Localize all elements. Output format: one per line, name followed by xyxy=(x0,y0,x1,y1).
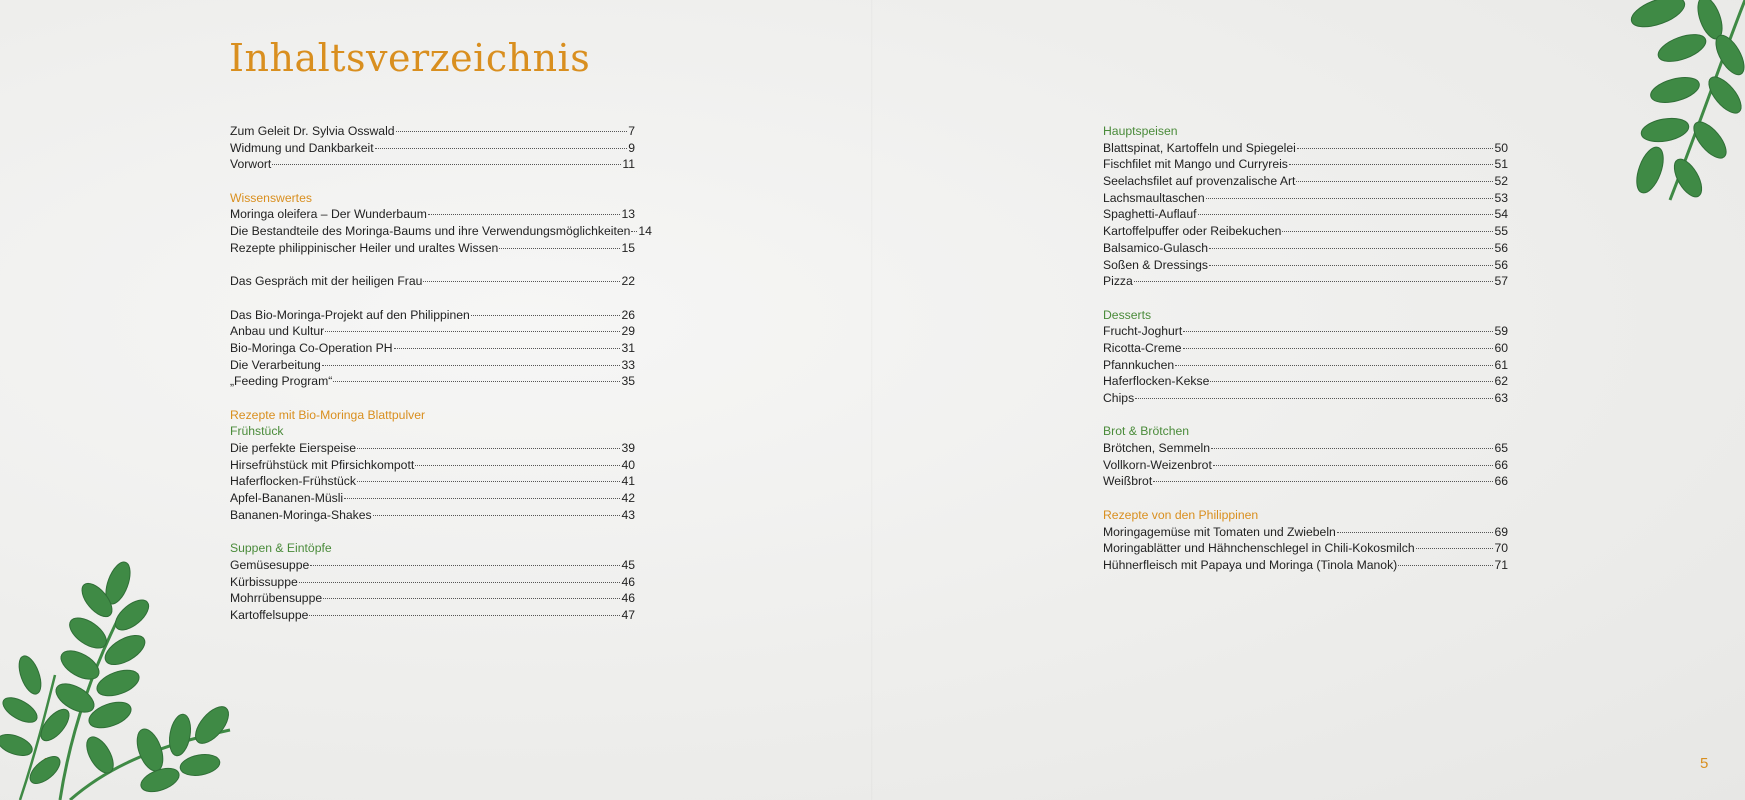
toc-section xyxy=(1103,507,1508,574)
dot-leader xyxy=(415,465,620,466)
toc-entry-title: Hühnerfleisch mit Papaya und Moringa (Tinola Manok) xyxy=(1103,557,1398,572)
toc-entry-title: Balsamico-Gulasch xyxy=(1103,240,1208,255)
toc-entry-title: Frucht-Joghurt xyxy=(1103,324,1183,339)
subsection-heading: Hauptspeisen xyxy=(1103,124,1178,138)
toc-section xyxy=(1103,423,1508,490)
dot-leader xyxy=(1210,381,1493,382)
toc-entry-title: Apfel-Bananen-Müsli xyxy=(230,491,344,506)
toc-entry-title: Pizza xyxy=(1103,274,1133,289)
toc-entry-title: Mohrrübensuppe xyxy=(230,591,323,606)
toc-entry-title: Kartoffelsuppe xyxy=(230,607,309,622)
toc-entry-title: Das Bio-Moringa-Projekt auf den Philippinen xyxy=(230,307,470,322)
toc-entry[interactable] xyxy=(230,490,635,507)
toc-entry[interactable] xyxy=(1103,273,1508,290)
toc-entry-page: 61 xyxy=(1494,357,1508,372)
toc-entry-title: Fischfilet mit Mango und Curryreis xyxy=(1103,157,1288,172)
toc-entry-page: 46 xyxy=(621,591,635,606)
dot-leader xyxy=(333,381,620,382)
toc-entry-page: 70 xyxy=(1494,541,1508,556)
toc-section xyxy=(230,307,635,390)
toc-column-right xyxy=(1103,123,1508,574)
toc-entry-title: Moringa oleifera – Der Wunderbaum xyxy=(230,207,427,222)
toc-entry[interactable] xyxy=(230,140,635,157)
section-heading: Rezepte mit Bio-Moringa Blattpulver xyxy=(230,407,426,422)
toc-entry-page: 31 xyxy=(621,340,635,355)
toc-entry-page: 33 xyxy=(621,357,635,372)
toc-entry[interactable] xyxy=(1103,440,1508,457)
toc-entry-page: 50 xyxy=(1494,140,1508,155)
page-number-right: 5 xyxy=(1700,755,1709,772)
subsection-heading: Desserts xyxy=(1103,307,1152,322)
toc-entry[interactable] xyxy=(230,590,635,607)
dot-leader xyxy=(344,498,620,499)
toc-entry[interactable] xyxy=(1103,223,1508,240)
toc-entry-page: 45 xyxy=(621,557,635,572)
toc-entry[interactable] xyxy=(1103,340,1508,357)
toc-entry-title: Die Verarbeitung xyxy=(230,357,321,372)
toc-entry-page: 13 xyxy=(621,207,635,222)
dot-leader xyxy=(394,348,621,349)
dot-leader xyxy=(1289,164,1494,165)
toc-entry-title: „Feeding Program“ xyxy=(230,374,333,389)
toc-entry-title: Bananen-Moringa-Shakes xyxy=(230,507,372,522)
toc-entry-title: Gemüsesuppe xyxy=(230,557,310,572)
dot-leader xyxy=(1211,448,1493,449)
dot-leader xyxy=(1183,331,1493,332)
toc-entry[interactable] xyxy=(1103,540,1508,557)
toc-entry-title: Haferflocken-Frühstück xyxy=(230,474,356,489)
subsection-heading: Frühstück xyxy=(230,424,284,439)
dot-leader xyxy=(375,148,628,149)
toc-entry[interactable] xyxy=(230,123,635,140)
toc-section xyxy=(230,190,652,257)
toc-entry-title: Rezepte philippinischer Heiler und uraltes Wissen xyxy=(230,240,499,255)
dot-leader xyxy=(357,448,620,449)
toc-entry[interactable] xyxy=(1103,156,1508,173)
toc-section xyxy=(1103,123,1508,290)
toc-entry-page: 11 xyxy=(622,157,635,172)
toc-entry-page: 63 xyxy=(1494,391,1508,405)
dot-leader xyxy=(310,565,620,566)
toc-entry[interactable] xyxy=(1103,323,1508,340)
toc-entry-page: 9 xyxy=(628,140,635,155)
toc-entry-title: Spaghetti-Auflauf xyxy=(1103,207,1197,222)
page-title: Inhaltsverzeichnis xyxy=(229,36,591,80)
toc-entry[interactable] xyxy=(230,574,635,591)
toc-entry-page: 41 xyxy=(621,474,635,489)
dot-leader xyxy=(1282,231,1493,232)
toc-entry-page: 66 xyxy=(1494,474,1508,489)
toc-section xyxy=(1103,307,1508,407)
toc-entry[interactable] xyxy=(1103,524,1508,541)
toc-entry-page: 66 xyxy=(1494,457,1508,472)
dot-leader xyxy=(423,281,620,282)
toc-entry-title: Haferflocken-Kekse xyxy=(1103,374,1210,389)
toc-entry[interactable] xyxy=(1103,457,1508,474)
toc-entry-page: 14 xyxy=(638,224,652,239)
moringa-leaves-top-right-icon xyxy=(1610,0,1745,210)
dot-leader xyxy=(1183,348,1494,349)
toc-entry[interactable] xyxy=(1103,473,1508,490)
toc-entry[interactable] xyxy=(1103,190,1508,207)
toc-entry-title: Widmung und Dankbarkeit xyxy=(230,140,374,155)
toc-entry[interactable] xyxy=(230,357,635,374)
toc-entry[interactable] xyxy=(230,340,635,357)
toc-entry-page: 42 xyxy=(621,491,635,506)
toc-section xyxy=(230,123,635,173)
toc-entry-title: Die perfekte Eierspeise xyxy=(230,441,356,456)
dot-leader xyxy=(272,164,621,165)
toc-entry-page: 56 xyxy=(1494,257,1508,272)
toc-entry-title: Moringablätter und Hähnchenschlegel in Chili-Kokosmilch xyxy=(1103,541,1415,556)
toc-entry-page: 53 xyxy=(1494,190,1508,205)
toc-entry-page: 51 xyxy=(1494,157,1508,172)
toc-entry[interactable] xyxy=(1103,140,1508,157)
section-heading: Rezepte von den Philippinen xyxy=(1103,507,1259,522)
toc-entry-page: 7 xyxy=(628,124,635,138)
dot-leader xyxy=(1134,281,1494,282)
toc-entry-title: Weißbrot xyxy=(1103,474,1153,489)
subsection-heading: Brot & Brötchen xyxy=(1103,424,1190,439)
toc-entry-title: Chips xyxy=(1103,391,1135,405)
toc-section xyxy=(230,540,635,623)
dot-leader xyxy=(631,231,637,232)
toc-entry[interactable] xyxy=(230,457,635,474)
dot-leader xyxy=(373,515,621,516)
toc-entry-page: 55 xyxy=(1494,224,1508,239)
dot-leader xyxy=(1337,532,1494,533)
dot-leader xyxy=(309,615,620,616)
toc-entry[interactable] xyxy=(1103,173,1508,190)
dot-leader xyxy=(471,315,621,316)
dot-leader xyxy=(1206,198,1494,199)
toc-entry-page: 56 xyxy=(1494,240,1508,255)
dot-leader xyxy=(1296,181,1493,182)
dot-leader xyxy=(1153,481,1493,482)
toc-entry-page: 71 xyxy=(1494,557,1508,572)
toc-entry-page: 39 xyxy=(621,441,635,456)
toc-entry-title: Moringagemüse mit Tomaten und Zwiebeln xyxy=(1103,524,1336,539)
toc-entry-page: 52 xyxy=(1494,174,1508,189)
toc-entry-title: Kürbissuppe xyxy=(230,574,298,589)
dot-leader xyxy=(323,598,620,599)
toc-entry[interactable] xyxy=(230,156,635,173)
toc-section xyxy=(230,273,635,290)
dot-leader xyxy=(1416,548,1494,549)
toc-entry-page: 65 xyxy=(1494,441,1508,456)
toc-entry-title: Seelachsfilet auf provenzalische Art xyxy=(1103,174,1296,189)
toc-entry[interactable] xyxy=(230,323,635,340)
page-gutter xyxy=(871,0,873,800)
toc-entry-title: Blattspinat, Kartoffeln und Spiegelei xyxy=(1103,140,1296,155)
dot-leader xyxy=(325,331,620,332)
toc-entry-page: 26 xyxy=(621,307,635,322)
toc-entry-title: Ricotta-Creme xyxy=(1103,340,1182,355)
toc-entry-title: Kartoffelpuffer oder Reibekuchen xyxy=(1103,224,1282,239)
toc-entry-page: 59 xyxy=(1494,324,1508,339)
toc-entry-page: 62 xyxy=(1494,374,1508,389)
toc-entry-title: Lachsmaultaschen xyxy=(1103,190,1205,205)
toc-entry[interactable] xyxy=(230,273,635,290)
dot-leader xyxy=(1135,398,1493,399)
toc-entry-page: 57 xyxy=(1494,274,1508,289)
dot-leader xyxy=(396,131,628,132)
toc-entry-page: 46 xyxy=(621,574,635,589)
toc-entry[interactable] xyxy=(230,206,635,223)
section-heading: Wissenswertes xyxy=(230,190,312,205)
dot-leader xyxy=(428,214,621,215)
toc-entry-title: Das Gespräch mit der heiligen Frau xyxy=(230,274,423,289)
toc-entry-title: Soßen & Dressings xyxy=(1103,257,1208,272)
toc-entry[interactable] xyxy=(1103,557,1508,574)
toc-entry[interactable] xyxy=(230,307,635,324)
toc-entry-title: Brötchen, Semmeln xyxy=(1103,441,1211,456)
toc-entry-title: Bio-Moringa Co-Operation PH xyxy=(230,340,393,355)
dot-leader xyxy=(1209,265,1493,266)
toc-section xyxy=(230,407,635,524)
toc-entry-page: 47 xyxy=(621,607,635,622)
toc-column-left xyxy=(230,123,652,624)
dot-leader xyxy=(499,248,620,249)
dot-leader xyxy=(1213,465,1494,466)
toc-entry[interactable] xyxy=(230,240,635,257)
toc-entry-page: 15 xyxy=(621,240,635,255)
toc-entry-page: 22 xyxy=(621,274,635,289)
subsection-heading: Suppen & Eintöpfe xyxy=(230,541,332,556)
dot-leader xyxy=(299,582,621,583)
toc-entry[interactable] xyxy=(1103,373,1508,390)
dot-leader xyxy=(1209,248,1493,249)
toc-entry-page: 54 xyxy=(1494,207,1508,222)
toc-entry-page: 43 xyxy=(621,507,635,522)
toc-entry-title: Zum Geleit Dr. Sylvia Osswald xyxy=(230,124,395,138)
toc-entry[interactable] xyxy=(230,440,635,457)
toc-entry-title: Hirsefrühstück mit Pfirsichkompott xyxy=(230,457,415,472)
toc-entry[interactable] xyxy=(230,507,635,524)
dot-leader xyxy=(322,365,621,366)
toc-entry[interactable] xyxy=(1103,357,1508,374)
toc-entry-title: Die Bestandteile des Moringa-Baums und ihre Verwendungsmöglichkeiten xyxy=(230,224,631,239)
toc-entry-page: 60 xyxy=(1494,340,1508,355)
toc-entry-page: 29 xyxy=(621,324,635,339)
dot-leader xyxy=(1297,148,1494,149)
toc-entry[interactable] xyxy=(230,223,652,240)
dot-leader xyxy=(1198,214,1494,215)
toc-entry[interactable] xyxy=(230,557,635,574)
toc-entry-title: Anbau und Kultur xyxy=(230,324,325,339)
dot-leader xyxy=(1175,365,1493,366)
toc-entry[interactable] xyxy=(1103,206,1508,223)
toc-entry-title: Pfannkuchen xyxy=(1103,357,1175,372)
toc-entry[interactable] xyxy=(1103,390,1508,407)
toc-entry-title: Vollkorn-Weizenbrot xyxy=(1103,457,1212,472)
dot-leader xyxy=(1398,565,1493,566)
moringa-leaves-bottom-left-icon xyxy=(0,555,250,800)
toc-entry[interactable] xyxy=(1103,257,1508,274)
toc-entry-page: 69 xyxy=(1494,524,1508,539)
toc-entry-title: Vorwort xyxy=(230,157,272,172)
dot-leader xyxy=(357,481,620,482)
toc-entry[interactable] xyxy=(230,473,635,490)
toc-entry[interactable] xyxy=(230,373,635,390)
toc-entry-page: 35 xyxy=(621,374,635,389)
toc-entry[interactable] xyxy=(1103,240,1508,257)
toc-entry[interactable] xyxy=(230,607,635,624)
toc-entry-page: 40 xyxy=(621,457,635,472)
